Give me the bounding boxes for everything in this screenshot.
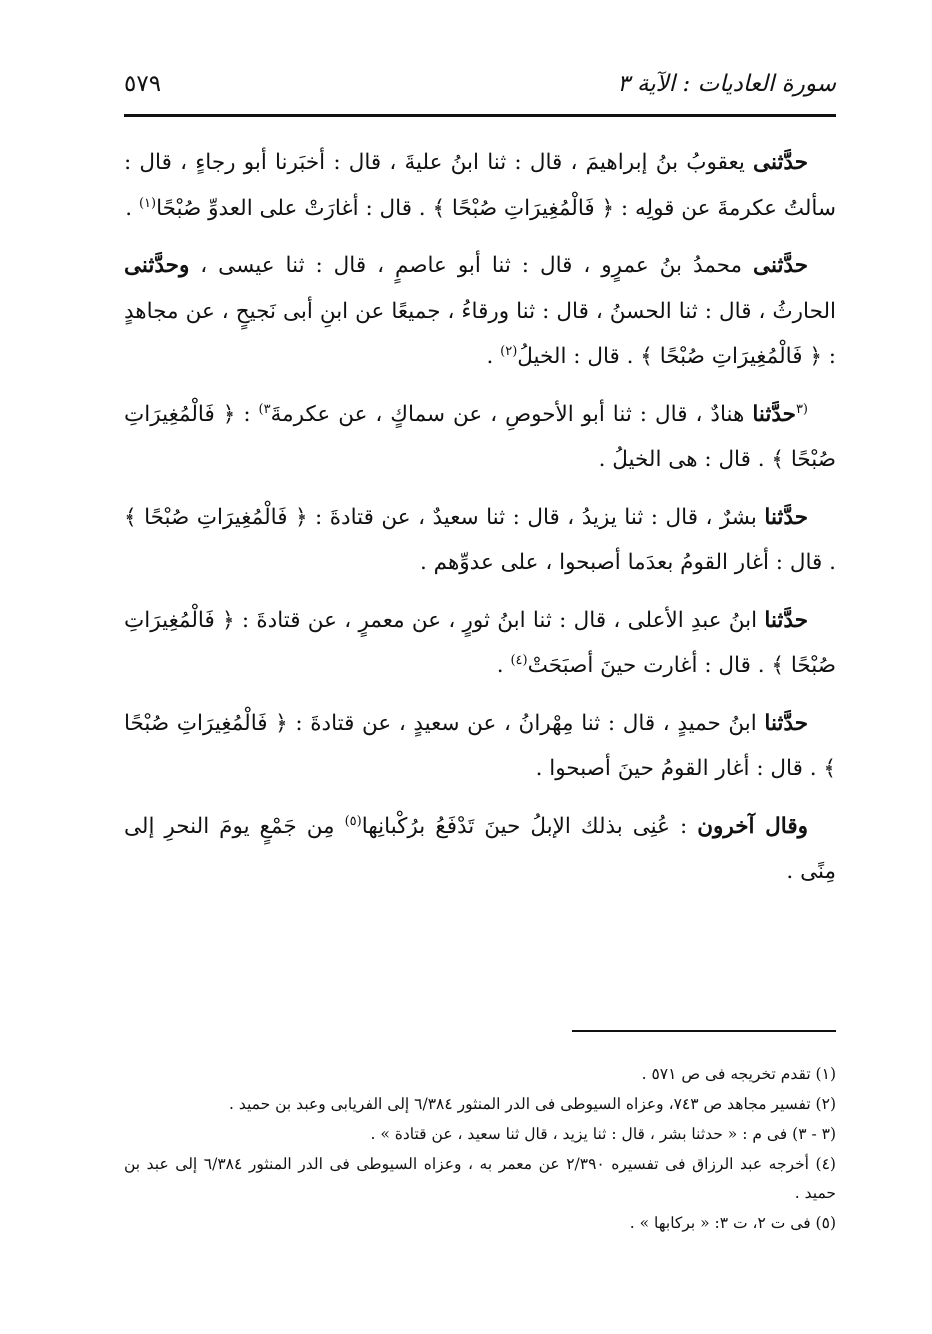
footnotes <box>124 1060 836 1239</box>
paragraph <box>124 243 836 380</box>
paragraph <box>124 804 836 895</box>
footnote-ref: (٢) <box>500 343 518 359</box>
narration-lead: حدَّثنا <box>764 710 808 736</box>
narration-lead: حدَّثنا <box>752 401 796 427</box>
paragraph <box>124 701 836 792</box>
narration-lead: حدَّثنى <box>753 150 808 175</box>
footnote: (٥) فى ت ٢، ت ٣: « بركابها » . <box>629 1214 836 1232</box>
paragraph <box>124 495 836 586</box>
header-rule <box>124 114 836 117</box>
narration-lead: وحدَّثنى <box>124 253 190 278</box>
paragraph-text: الحارثُ ، قال : ثنا الحسنُ ، قال : ثنا ورقاءُ ، جميعًا عن ابنِ أبى نَجيحٍ ، عن مجاهدٍ : ﴿ فَالْمُغِيرَاتِ صُبْحًا ﴾ . قال : الخيلُ <box>124 298 836 369</box>
narration-lead: وقال آخرون <box>697 813 808 839</box>
running-header <box>124 62 836 106</box>
paragraph <box>124 140 836 231</box>
paragraph-end: مِن جَمْعٍ يومَ النحرِ إلى مِنًى . <box>124 813 836 884</box>
footnote-ref: ٣) <box>258 401 271 417</box>
footnote: (١) تقدم تخريجه فى ص ٥٧١ . <box>641 1065 836 1083</box>
footnote-ref: (١) <box>138 195 157 211</box>
paragraph-end: . <box>125 195 139 221</box>
paragraph-end: . <box>496 653 511 678</box>
footnote: (٣ - ٣) فى م : « حدثنا بشر ، قال : ثنا يزيد ، قال ثنا سعيد ، عن قتادة » . <box>370 1125 836 1143</box>
paragraph <box>124 598 836 689</box>
footnote: (٢) تفسير مجاهد ص ٧٤٣، وعزاه السيوطى فى الدر المنثور ٦/٣٨٤ إلى الفريابى وعبد بن حميد . <box>229 1095 836 1113</box>
narration-lead: حدَّثنا <box>764 607 808 633</box>
paragraph-text: ابنُ عبدِ الأعلى ، قال : ثنا ابنُ ثورٍ ، عن معمرٍ ، عن قتادةَ : ﴿ فَالْمُغِيرَاتِ صُبْحًا ﴾ . قال : أغارت حينَ أصبَحَتْ <box>124 607 836 678</box>
paragraph <box>124 392 836 483</box>
page-number: ٥٧٩ <box>124 71 162 97</box>
footnote-rule <box>572 1030 836 1032</box>
paragraph-text: : عُنِى بذلك الإبلُ حينَ تَدْفَعُ برُكْبانِها <box>361 813 698 839</box>
footnote-ref: (٣ <box>795 401 808 417</box>
narration-lead: حدَّثنا <box>764 504 808 530</box>
chapter-title: سورة العاديات : الآية ٣ <box>617 71 836 97</box>
paragraph-text: محمدُ بنُ عمرٍو ، قال : ثنا أبو عاصمٍ ، قال : ثنا عيسى ، <box>189 253 754 278</box>
paragraph-text: هنادٌ ، قال : ثنا أبو الأحوصِ ، عن سماكٍ ، عن عكرمةَ <box>270 401 753 427</box>
paragraph-text: بشرٌ ، قال : ثنا يزيدُ ، قال : ثنا سعيدٌ ، عن قتادةَ : ﴿ فَالْمُغِيرَاتِ صُبْحًا ﴾ . قال : أغار القومُ بعدَما أصبحوا ، على عدوِّهم . <box>124 504 836 575</box>
footnote-ref: (٥) <box>344 813 362 829</box>
paragraph-end: . <box>486 344 501 369</box>
paragraph-text: يعقوبُ بنُ إبراهيمَ ، قال : ثنا ابنُ عليةَ ، قال : أخبَرنا أبو رجاءٍ ، قال : سألتُ عكرمةَ عن قولِه : ﴿ فَالْمُغِيرَاتِ صُبْحًا ﴾ . قال : أغارَتْ على العدوِّ صُبْحًا <box>124 150 836 221</box>
paragraph-text: ابنُ حميدٍ ، قال : ثنا مِهْرانُ ، عن سعيدٍ ، عن قتادةَ : ﴿ فَالْمُغِيرَاتِ صُبْحًا ﴾ . قال : أغار القومُ حينَ أصبحوا . <box>124 710 836 781</box>
main-text <box>124 140 836 907</box>
footnote: (٤) أخرجه عبد الرزاق فى تفسيره ٢/٣٩٠ عن معمر به ، وعزاه السيوطى فى الدر المنثور ٦/٣٨٤ إلى عبد بن حميد . <box>124 1155 836 1202</box>
footnote-ref: (٤) <box>510 652 528 668</box>
paragraph-end: : ﴿ فَالْمُغِيرَاتِ صُبْحًا ﴾ . قال : هى الخيلُ . <box>124 401 836 472</box>
narration-lead: حدَّثنى <box>753 253 808 278</box>
